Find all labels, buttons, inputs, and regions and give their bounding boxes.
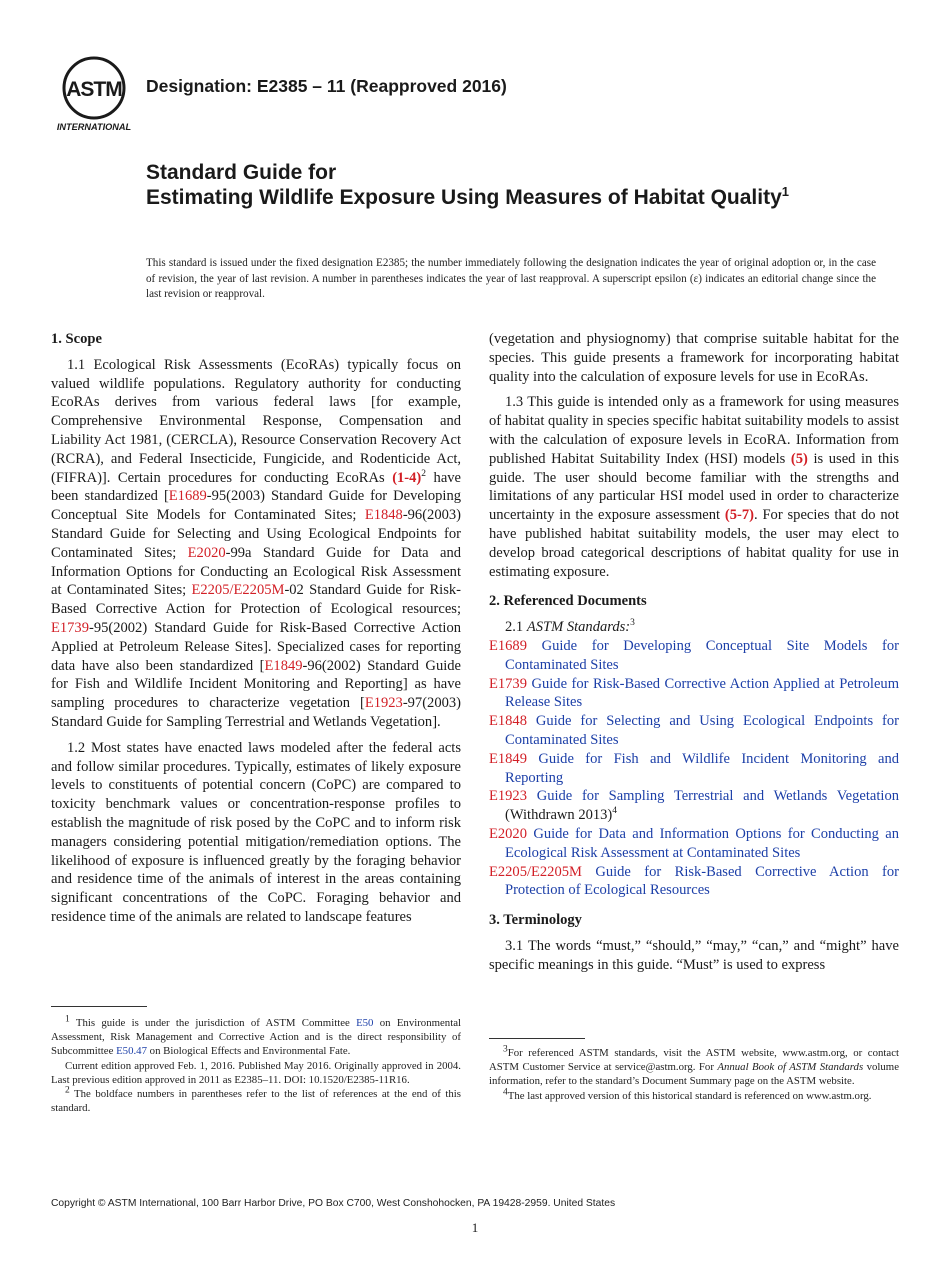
footnotes-left [51, 1016, 461, 1115]
link-e5047[interactable]: E50.47 [116, 1045, 147, 1058]
section-heading-referenced: 2. Referenced Documents [489, 593, 647, 610]
footnote-1-edition: Current edition approved Feb. 1, 2016. Published May 2016. Originally approved in 2004. Last previous edition approved in 2011 as E2385–11. DOI: 10.1520/E2385-11R16. [51, 1059, 461, 1086]
footnote-3: $^3$For referenced ASTM standards, visit the ASTM website, www.astm.org, or contact ASTM Customer Service at service@astm.org. For Annual Book of ASTM Standards volume information, refer to the standard’s Document Summary page on the ASTM website. [489, 1044, 899, 1088]
paragraph-1-2-cont: (vegetation and physiognomy) that comprise suitable habitat for the species. This guide presents a framework for incorporating habitat quality into the calculation of exposure levels for use in EcoRAs. [489, 331, 899, 385]
left-column [51, 330, 461, 927]
paragraph-1-2: 1.2 Most states have enacted laws modeled after the federal acts and follow similar procedures. Typically, estimates of likely exposure levels to constituents of potential concern (CoPC) are compared to toxicity benchmark values or concentration-response profiles to establish the magnitude of risk posed by the CoPC and to inform risk managers considering potential mitigation/remediation options. The likelihood of exposure is influenced greatly by the foraging behavior and residence time of the animals of interest in the areas containing significant concentrations of the CoPC. Foraging behavior and residence time of the animals are related to landscape features [51, 739, 461, 925]
paragraph-3-1: 3.1 The words “must,” “should,” “may,” “can,” and “might” have specific meanings in this guide. “Must” is used to express [489, 937, 899, 973]
paragraph-1-1: 1.1 Ecological Risk Assessments (EcoRAs) typically focus on valued wildlife populations. Regulatory authority for conducting EcoRAs derives from various federal laws [for example, Comprehensive Environmental Response, Compensation and Liability Act 1981, (CERCLA), Resource Conservation Recovery Act (RCRA), and Federal Insecticide, Fungicide, and Rodenticide Act, (FIFRA)]. Certain procedures for conducting EcoRAs $(1-4)^2$ have been standardized [E1689-95(2003) Standard Guide for Developing Conceptual Site Models for Contaminated Sites; E1848-96(2003) Standard Guide for Selecting and Using Ecological Endpoints for Contaminated Sites; E2020-99a Standard Guide for Data and Information Options for Conducting an Ecological Risk Assessment at Contaminated Sites; E2205/E2205M-02 Standard Guide for Risk-Based Corrective Action for Protection of Ecological resources; E1739-95(2002) Standard Guide for Risk-Based Corrective Action Applied at Petroleum Release Sites]. Specialized cases for reporting data have also been standardized [E1849-96(2002) Standard Guide for Fish and Wildlife Incident Monitoring and Reporting] as have sampling procedures to characterize vegetation [E1923-97(2003) Standard Guide for Sampling Terrestrial and Wetlands Vegetation]. [51, 356, 462, 730]
paragraph-1-3: 1.3 This guide is intended only as a framework for using measures of habitat quality in species specific habitat suitability models to assist with the calculation of exposure levels in EcoRA. Information from published Habitat Suitability Index (HSI) models (5) is used in this guide. The user should become familiar with the strengths and limitations of any particular HSI model used in order to characterize uncertainty in the exposure assessment (5-7). For species that do not have published habitat suitability models, the user may elect to develop broad categorical descriptions of habitat quality for use in estimating exposure. [489, 394, 899, 580]
ref-link-5[interactable]: (5) [790, 450, 808, 467]
ref-link-1-4[interactable]: (1-4) [392, 469, 422, 486]
astm-logo [52, 54, 136, 134]
footnote-1: $^1$ This guide is under the jurisdiction of ASTM Committee E50 on Environmental Assessment, Risk Management and Corrective Action and is the direct responsibility of Subcommittee E50.47 on Biological Effects and Environmental Fate. [51, 1014, 461, 1058]
ref-item-e1849[interactable]: E1849 Guide for Fish and Wildlife Incident Monitoring and Reporting [489, 750, 899, 786]
section-heading-terminology: 3. Terminology [489, 912, 582, 929]
title-line-1: Standard Guide for [146, 161, 337, 184]
svg-text:INTERNATIONAL: INTERNATIONAL [56, 122, 132, 132]
link-e2020[interactable]: E2020 [187, 544, 226, 561]
section-heading-scope: 1. Scope [51, 331, 102, 347]
ref-item-e1739[interactable]: E1739 Guide for Risk-Based Corrective Action Applied at Petroleum Release Sites [489, 675, 900, 711]
title-line-2: Estimating Wildlife Exposure Using Measures of Habitat Quality$^1$ [146, 184, 789, 209]
link-e1923[interactable]: E1923 [364, 695, 403, 712]
link-e1848[interactable]: E1848 [364, 507, 403, 524]
footnote-rule-left [51, 1006, 147, 1007]
ref-link-5-7[interactable]: (5-7) [724, 507, 754, 524]
subsection-2-1: 2.1 ASTM Standards:$^3$ [505, 618, 635, 636]
ref-item-e1848[interactable]: E1848 Guide for Selecting and Using Ecological Endpoints for Contaminated Sites [489, 713, 899, 748]
ref-item-e2020[interactable]: E2020 Guide for Data and Information Options for Conducting an Ecological Risk Assessment at Contaminated Sites [489, 825, 899, 861]
link-e2205[interactable]: E2205/E2205M [191, 582, 285, 599]
right-column [489, 330, 899, 975]
link-e1689[interactable]: E1689 [168, 488, 207, 505]
astm-logo-icon [52, 54, 136, 134]
page-number: 1 [471, 1220, 479, 1235]
ref-item-e1689[interactable]: E1689 Guide for Developing Conceptual Site Models for Contaminated Sites [489, 637, 899, 673]
footnote-rule-right [489, 1038, 585, 1039]
ref-item-e1923[interactable]: E1923 Guide for Sampling Terrestrial and Wetlands Vegetation (Withdrawn 2013)$^4$ [489, 788, 899, 824]
footnote-2: $^2$ The boldface numbers in parentheses refer to the list of references at the end of this standard. [51, 1085, 461, 1115]
footnote-4: $^4$The last approved version of this historical standard is referenced on www.astm.org. [503, 1087, 872, 1102]
copyright: Copyright © ASTM International, 100 Barr Harbor Drive, PO Box C700, West Conshohocken, PA 19428-2959. United States [51, 1198, 616, 1209]
link-e50[interactable]: E50 [356, 1017, 374, 1029]
designation: Designation: E2385 – 11 (Reapproved 2016) [146, 76, 507, 96]
page-title [146, 160, 886, 210]
ref-item-e2205[interactable]: E2205/E2205M Guide for Risk-Based Corrective Action for Protection of Ecological Resources [489, 863, 899, 899]
intro-note: This standard is issued under the fixed designation E2385; the number immediately following the designation indicates the year of original adoption or, in the case of revision, the year of last revision. A number in parentheses indicates the year of last reapproval. A superscript epsilon (ε) indicates an editorial change since the last revision or reapproval. [146, 257, 876, 300]
link-e1849[interactable]: E1849 [264, 657, 303, 674]
link-e1739[interactable]: E1739 [51, 619, 89, 636]
svg-text:ASTM: ASTM [66, 78, 122, 101]
footnotes-right [489, 1046, 899, 1103]
